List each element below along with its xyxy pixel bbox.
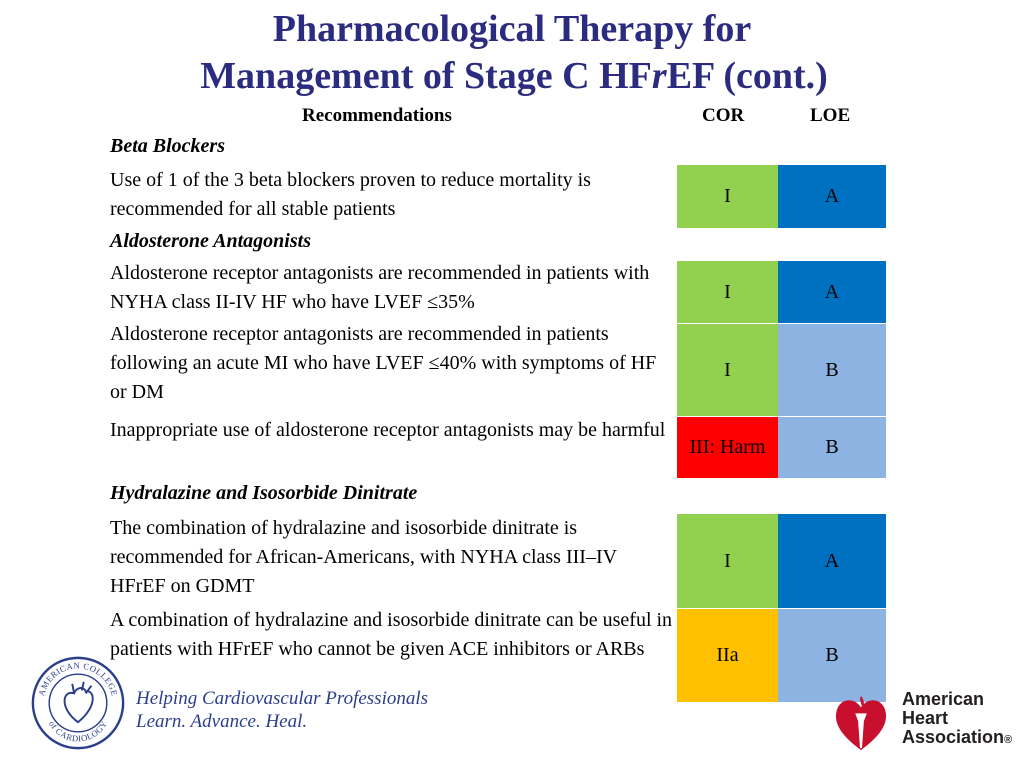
recommendation-text: Inappropriate use of aldosterone receptor antagonists may be harmful [110, 419, 666, 441]
header-cor: COR [702, 105, 745, 126]
section-aldosterone-antagonists: Aldosterone Antagonists [110, 230, 311, 252]
title-line-2-italic: r [651, 55, 667, 97]
section-beta-blockers: Beta Blockers [110, 135, 225, 157]
acc-tagline-1: Helping Cardiovascular Professionals [136, 688, 429, 709]
loe-cell: A [778, 514, 886, 608]
title-line-1: Pharmacological Therapy for [272, 8, 752, 50]
aha-line-3 [902, 728, 1020, 750]
header-recommendations: Recommendations [302, 105, 452, 126]
aha-registered-mark: ® [1004, 734, 1013, 746]
cor-cell: I [677, 261, 778, 323]
slide-title [0, 6, 1024, 100]
title-line-2-post: EF (cont.) [666, 55, 828, 97]
header-loe: LOE [810, 105, 851, 126]
cor-cell: I [677, 514, 778, 608]
acc-tagline-2: Learn. Advance. Heal. [136, 711, 308, 732]
aha-wordmark [902, 690, 1020, 750]
title-line-2-pre: Management of Stage C HF [200, 55, 652, 97]
loe-cell: B [778, 608, 886, 702]
cor-cell: I [677, 165, 778, 228]
cor-cell: III: Harm [677, 416, 778, 478]
aha-line-3-text: Association [902, 727, 1005, 747]
recommendation-text: A combination of hydralazine and isosorbide dinitrate can be useful in patients with HFrEF who cannot be given ACE inhibitors or ARBs [110, 609, 673, 660]
recommendation-text: The combination of hydralazine and isosorbide dinitrate is recommended for African-Americans, with NYHA class III–IV HFrEF on GDMT [110, 517, 617, 597]
svg-text:of CARDIOLOGY: of CARDIOLOGY [46, 718, 110, 744]
svg-text:AMERICAN COLLEGE: AMERICAN COLLEGE [36, 660, 120, 697]
aha-line-2: Heart [902, 708, 949, 728]
recommendation-text: Use of 1 of the 3 beta blockers proven to reduce mortality is recommended for all stable patients [110, 169, 591, 220]
section-hydralazine-isosorbide: Hydralazine and Isosorbide Dinitrate [110, 482, 418, 504]
recommendation-text: Aldosterone receptor antagonists are recommended in patients with NYHA class II-IV HF who have LVEF ≤35% [110, 262, 650, 313]
title-line-2 [0, 53, 1024, 100]
recommendation-text: Aldosterone receptor antagonists are recommended in patients following an acute MI who have LVEF ≤40% with symptoms of HF or DM [110, 323, 657, 403]
loe-cell: B [778, 323, 886, 416]
cor-cell: IIa [677, 608, 778, 702]
loe-cell: B [778, 416, 886, 478]
acc-seal-logo [30, 655, 126, 751]
cor-cell: I [677, 323, 778, 416]
loe-cell: A [778, 261, 886, 323]
loe-cell: A [778, 165, 886, 228]
aha-heart-torch-logo [832, 692, 890, 754]
aha-line-1: American [902, 689, 985, 709]
